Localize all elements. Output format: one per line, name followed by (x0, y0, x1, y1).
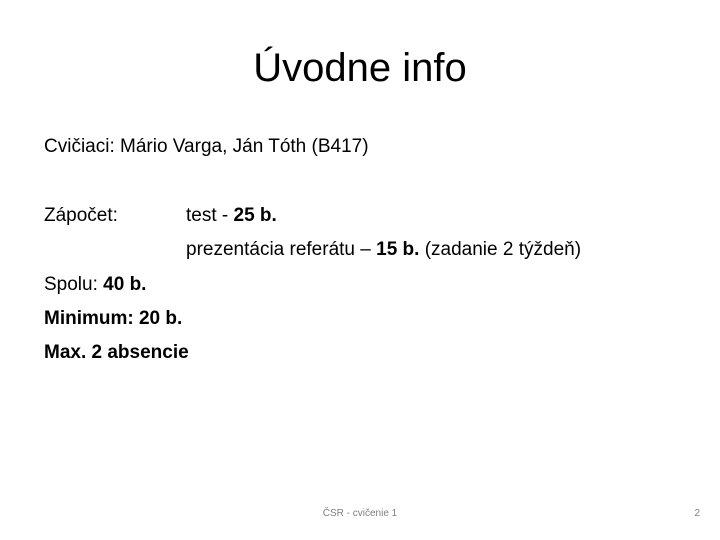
total-line (44, 272, 146, 298)
presentation-text: prezentácia referátu – (186, 239, 377, 260)
total-label: Spolu: (44, 274, 104, 295)
total-value: 40 b. (103, 274, 147, 295)
instructors-line: Cvičiaci: Mário Varga, Ján Tóth (B417) (44, 136, 369, 157)
minimum-line (44, 306, 182, 332)
minimum-text: Minimum: 20 b. (44, 308, 183, 329)
footer-text: ČSR - cvičenie 1 (322, 508, 398, 519)
zapocet-item-test (186, 203, 277, 229)
absence-text: Max. 2 absencie (44, 342, 189, 363)
test-points: 25 b. (233, 205, 277, 226)
absence-line (44, 340, 189, 366)
presentation-note: (zadanie 2 týždeň) (419, 239, 582, 260)
slide-title: Úvodne info (253, 46, 467, 90)
presentation-points: 15 b. (376, 239, 420, 260)
test-text: test - (186, 205, 234, 226)
page-number: 2 (694, 508, 700, 519)
zapocet-label: Zápočet: (44, 205, 118, 226)
zapocet-item-presentation (186, 237, 581, 263)
